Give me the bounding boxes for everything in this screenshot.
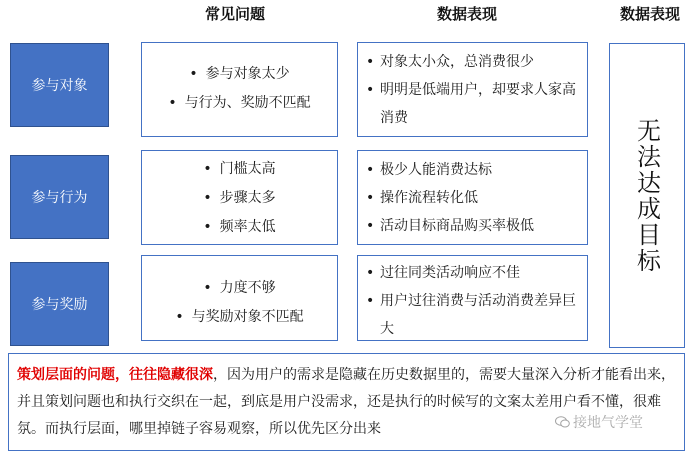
data-item — [358, 48, 579, 76]
conclusion-text: 无法达成目标 — [632, 117, 661, 274]
problem-item — [142, 303, 337, 332]
category-rewards — [10, 262, 109, 346]
problem-text: 步骤太多 — [219, 190, 276, 206]
problem-text: 频率太低 — [219, 219, 276, 235]
category-label: 参与对象 — [31, 78, 88, 94]
problems-box-rewards — [141, 255, 338, 341]
category-label: 参与奖励 — [31, 297, 88, 313]
bullet: • — [203, 280, 212, 296]
data-text: 极少人能消费达标 — [380, 162, 492, 178]
data-box-rewards — [357, 255, 588, 341]
category-participants — [10, 43, 109, 127]
problems-box-participants — [141, 42, 338, 137]
problem-item — [142, 184, 337, 213]
bullet: • — [203, 219, 212, 235]
problem-item — [142, 274, 337, 303]
problems-box-behavior — [141, 150, 338, 245]
problem-text: 门槛太高 — [219, 161, 276, 177]
problem-text: 力度不够 — [219, 280, 276, 296]
category-label: 参与行为 — [31, 190, 88, 206]
bullet: • — [203, 190, 212, 206]
problem-text: 与奖励对象不匹配 — [191, 309, 304, 325]
category-behavior — [10, 155, 109, 239]
data-text: 活动目标商品购买率极低 — [380, 218, 534, 234]
bullet: • — [175, 309, 184, 325]
data-item — [358, 259, 579, 287]
data-box-participants — [357, 42, 588, 137]
bullet: • — [366, 82, 375, 98]
problem-item — [142, 155, 337, 184]
data-item — [358, 212, 587, 240]
note-body: ，因为用户的需求是隐藏在历史数据里的，需要大量深入分析才能看出来，并且策划问题也和执行交织在一起，到底是用户没需求，还是执行的时候写的文案太差用户看不懂，很难氛。而执行层面，哪里掉链子容易观察，所以优先区分出来 — [17, 367, 675, 437]
data-text: 过往同类活动响应不佳 — [380, 265, 520, 281]
bullet: • — [366, 190, 375, 206]
problem-text: 参与对象太少 — [205, 66, 290, 82]
bullet: • — [366, 293, 375, 309]
data-item — [358, 76, 579, 132]
problem-item — [142, 60, 337, 89]
bullet: • — [168, 95, 177, 111]
conclusion-box — [609, 43, 685, 348]
data-text: 对象太小众，总消费很少 — [380, 54, 534, 70]
problem-text: 与行为、奖励不匹配 — [184, 95, 311, 111]
header-common-problems: 常见问题 — [204, 5, 265, 23]
data-item — [358, 184, 587, 212]
bullet: • — [366, 162, 375, 178]
header-data-performance: 数据表现 — [436, 5, 497, 23]
data-text: 用户过往消费与活动消费差异巨大 — [380, 293, 576, 337]
problem-item — [142, 213, 337, 242]
data-text: 明明是低端用户，却要求人家高消费 — [380, 82, 576, 126]
data-item — [358, 287, 579, 343]
bullet: • — [366, 265, 375, 281]
data-text: 操作流程转化低 — [380, 190, 478, 206]
header-data-performance-2: 数据表现 — [619, 5, 680, 23]
bullet: • — [189, 66, 198, 82]
data-box-behavior — [357, 150, 588, 245]
data-item — [358, 156, 587, 184]
note-highlight: 策划层面的问题，往往隐藏很深 — [17, 367, 213, 383]
bullet: • — [366, 54, 375, 70]
watermark-text: 接地气学堂 — [573, 415, 643, 431]
summary-note — [8, 353, 685, 451]
problem-item — [142, 89, 337, 118]
bullet: • — [203, 161, 212, 177]
wechat-icon — [555, 416, 570, 428]
bullet: • — [366, 218, 375, 234]
watermark — [555, 412, 643, 432]
